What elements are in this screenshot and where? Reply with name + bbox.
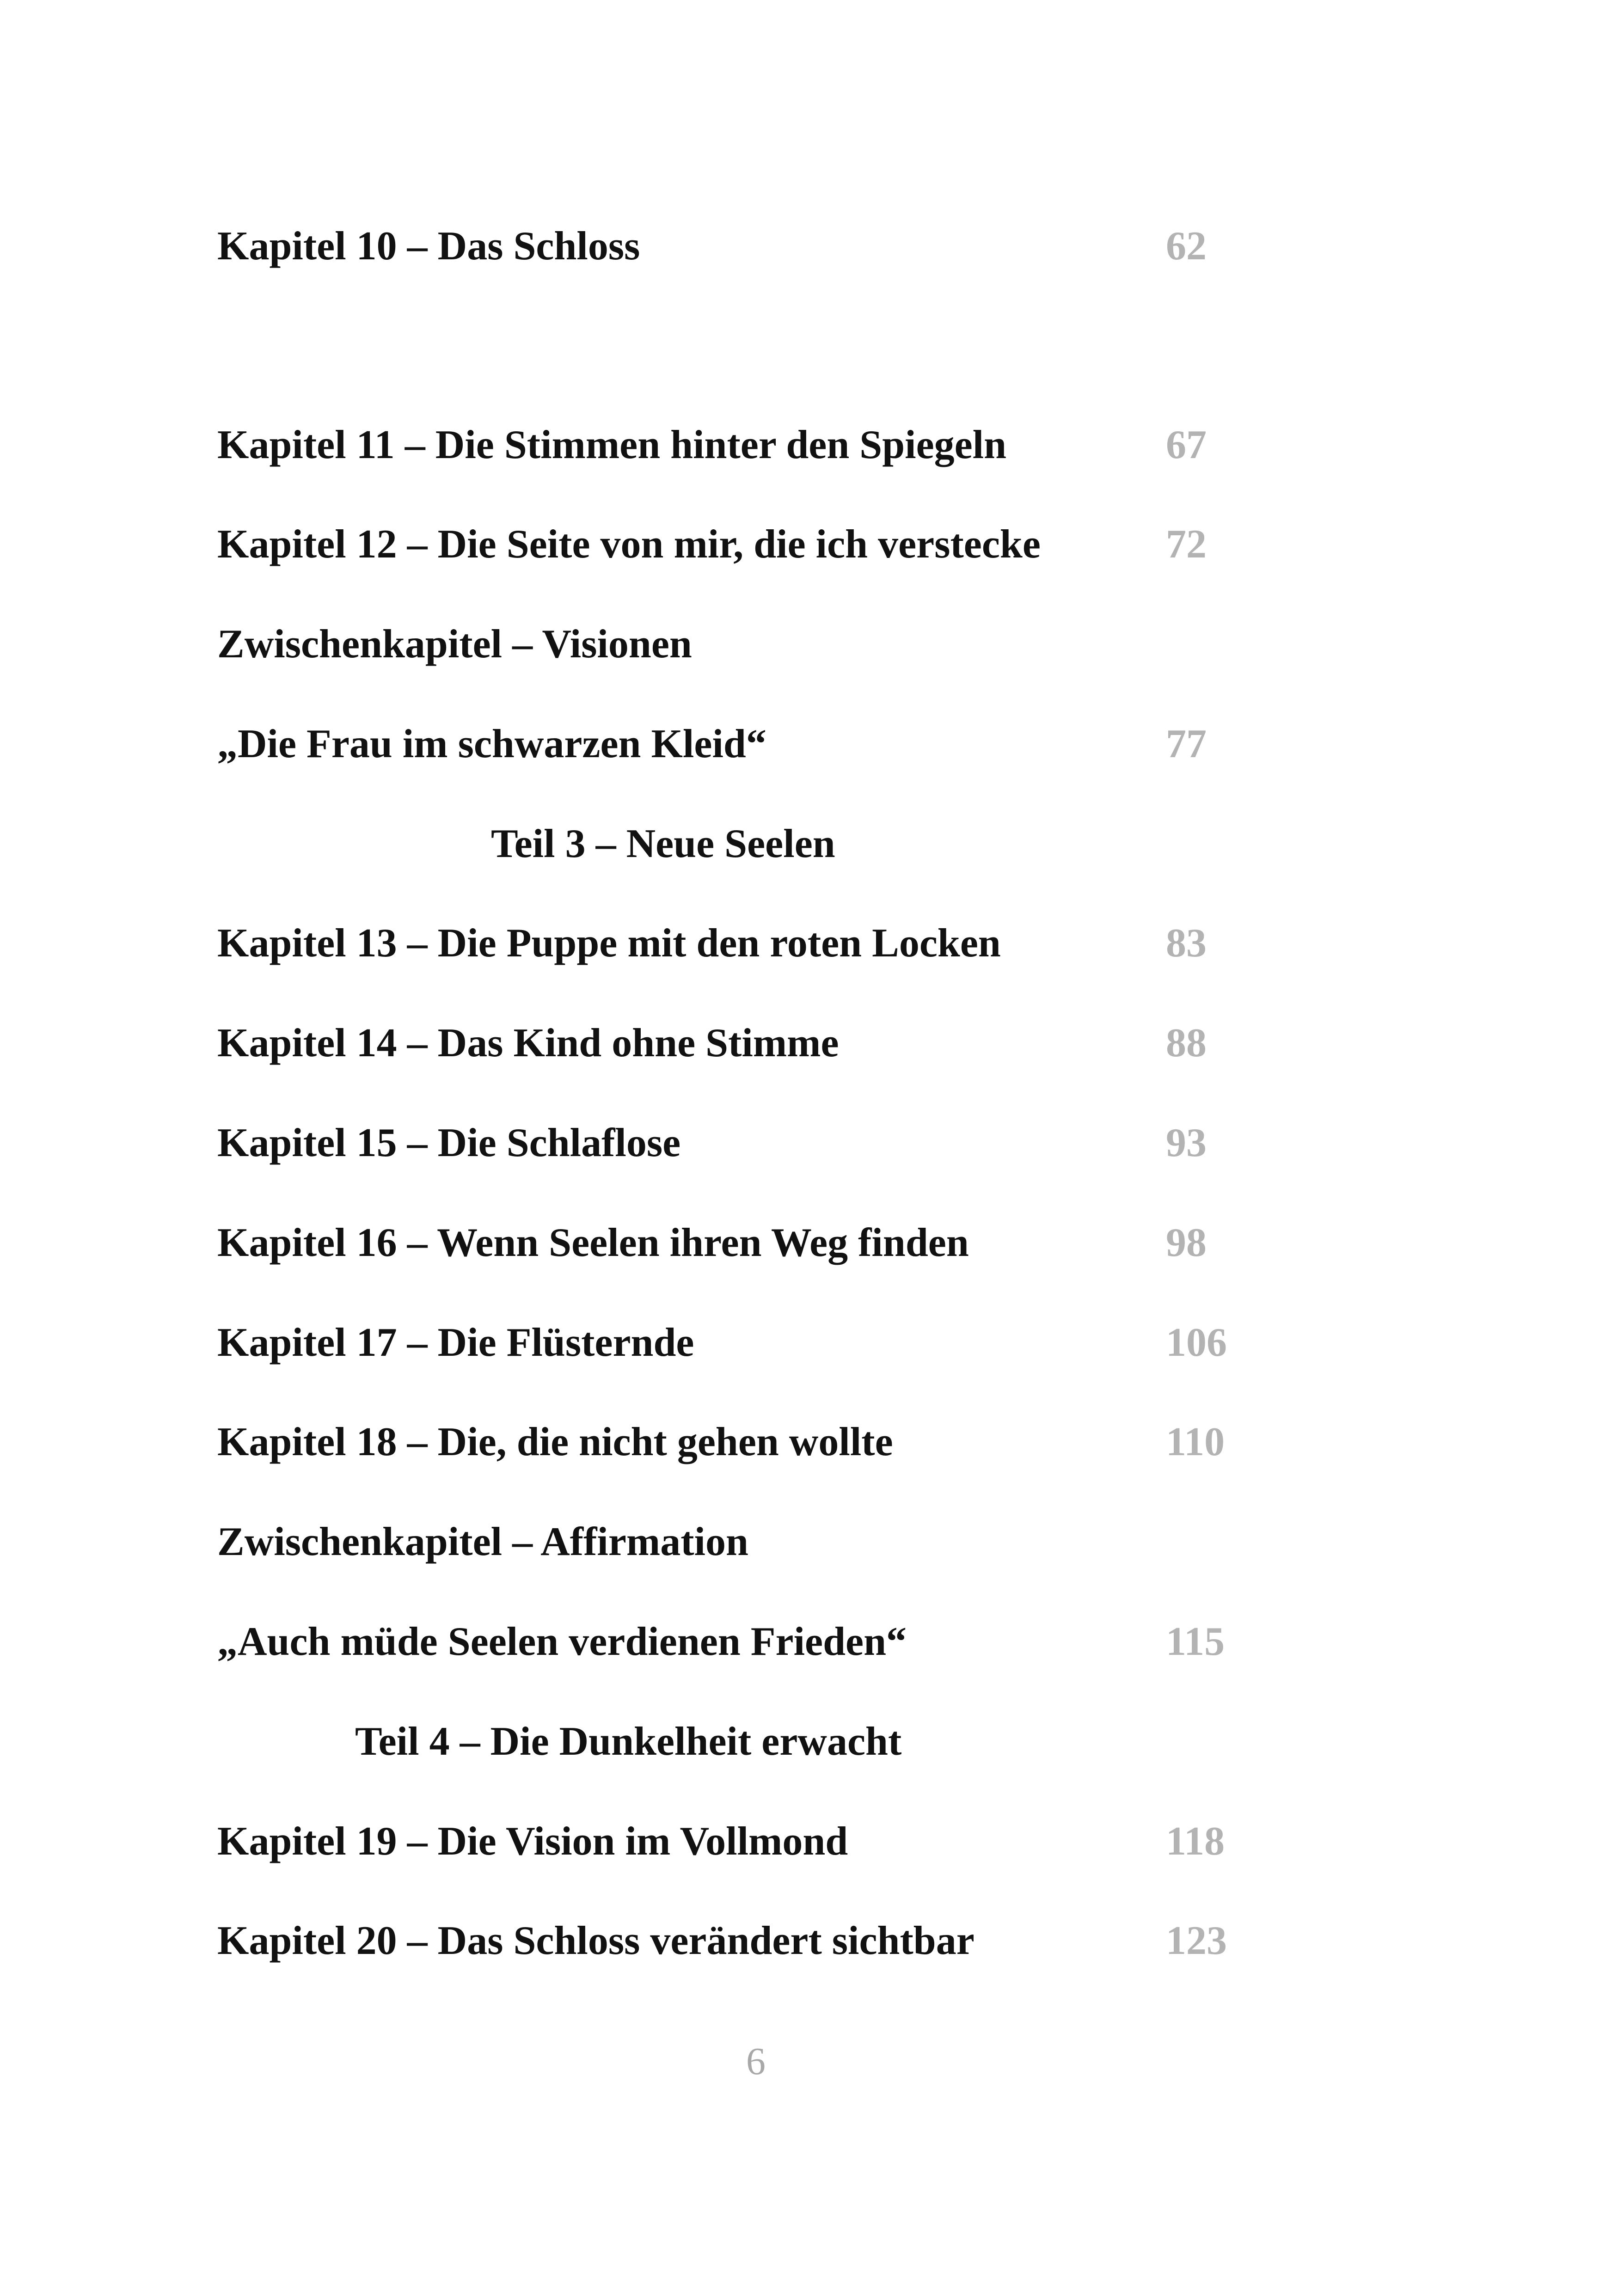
toc-entry-title: Kapitel 12 – Die Seite von mir, die ich verstecke bbox=[217, 522, 1041, 567]
toc-entry-page: 72 bbox=[1166, 522, 1207, 567]
toc-entry-page: 118 bbox=[1166, 1819, 1225, 1864]
toc-entry-title: Kapitel 19 – Die Vision im Vollmond bbox=[217, 1819, 848, 1864]
toc-entry-page: 98 bbox=[1166, 1220, 1207, 1265]
part-heading-teil-4 bbox=[0, 1714, 1618, 1769]
toc-entry-zwischenkapitel-affirmation bbox=[217, 1514, 1327, 1570]
toc-entry-zwischenkapitel-visionen bbox=[217, 617, 1327, 672]
part-heading-title: Teil 3 – Neue Seelen bbox=[491, 821, 835, 866]
toc-entry-kapitel-11 bbox=[217, 417, 1327, 473]
toc-entry-kapitel-13 bbox=[217, 916, 1327, 971]
toc-entry-title: Zwischenkapitel – Affirmation bbox=[217, 1519, 748, 1564]
toc-entry-page: 88 bbox=[1166, 1021, 1207, 1065]
toc-entry-auch-muede-seelen bbox=[217, 1614, 1327, 1670]
toc-entry-kapitel-17 bbox=[217, 1315, 1327, 1371]
toc-entry-title: „Auch müde Seelen verdienen Frieden“ bbox=[217, 1619, 907, 1664]
toc-entry-title: Kapitel 13 – Die Puppe mit den roten Locken bbox=[217, 921, 1001, 966]
toc-entry-kapitel-14 bbox=[217, 1016, 1327, 1071]
part-heading-teil-3 bbox=[0, 816, 1618, 872]
toc-entry-page: 83 bbox=[1166, 921, 1207, 966]
toc-entry-title: „Die Frau im schwarzen Kleid“ bbox=[217, 722, 766, 766]
toc-entry-frau-im-schwarzen-kleid bbox=[217, 716, 1327, 772]
toc-entry-kapitel-12 bbox=[217, 517, 1327, 572]
toc-entry-page: 93 bbox=[1166, 1120, 1207, 1165]
toc-entry-kapitel-16 bbox=[217, 1215, 1327, 1271]
toc-entry-title: Kapitel 14 – Das Kind ohne Stimme bbox=[217, 1021, 839, 1065]
toc-entry-kapitel-20 bbox=[217, 1913, 1327, 1969]
toc-entry-page: 123 bbox=[1166, 1918, 1227, 1963]
toc-entry-page: 67 bbox=[1166, 422, 1207, 467]
toc-entry-title: Kapitel 18 – Die, die nicht gehen wollte bbox=[217, 1420, 893, 1464]
toc-entry-page: 62 bbox=[1166, 224, 1207, 269]
toc-entry-kapitel-15 bbox=[217, 1115, 1327, 1171]
toc-entry-page: 115 bbox=[1166, 1619, 1225, 1664]
footer-page-number: 6 bbox=[746, 2040, 766, 2083]
toc-entry-title: Kapitel 17 – Die Flüsternde bbox=[217, 1320, 694, 1365]
toc-entry-title: Kapitel 11 – Die Stimmen hinter den Spiegeln bbox=[217, 422, 1007, 467]
toc-entry-page: 110 bbox=[1166, 1420, 1225, 1464]
toc-entry-kapitel-19 bbox=[217, 1814, 1327, 1869]
toc-entry-kapitel-10 bbox=[217, 219, 1327, 274]
toc-entry-page: 106 bbox=[1166, 1320, 1227, 1365]
part-heading-title: Teil 4 – Die Dunkelheit erwacht bbox=[355, 1719, 902, 1764]
toc-entry-title: Kapitel 20 – Das Schloss verändert sichtbar bbox=[217, 1918, 974, 1963]
toc-entry-title: Kapitel 15 – Die Schlaflose bbox=[217, 1120, 681, 1165]
toc-entry-kapitel-18 bbox=[217, 1414, 1327, 1470]
toc-entry-title: Kapitel 16 – Wenn Seelen ihren Weg finden bbox=[217, 1220, 969, 1265]
toc-entry-page: 77 bbox=[1166, 722, 1207, 766]
toc-entry-title: Kapitel 10 – Das Schloss bbox=[217, 224, 640, 269]
toc-entry-title: Zwischenkapitel – Visionen bbox=[217, 622, 692, 667]
